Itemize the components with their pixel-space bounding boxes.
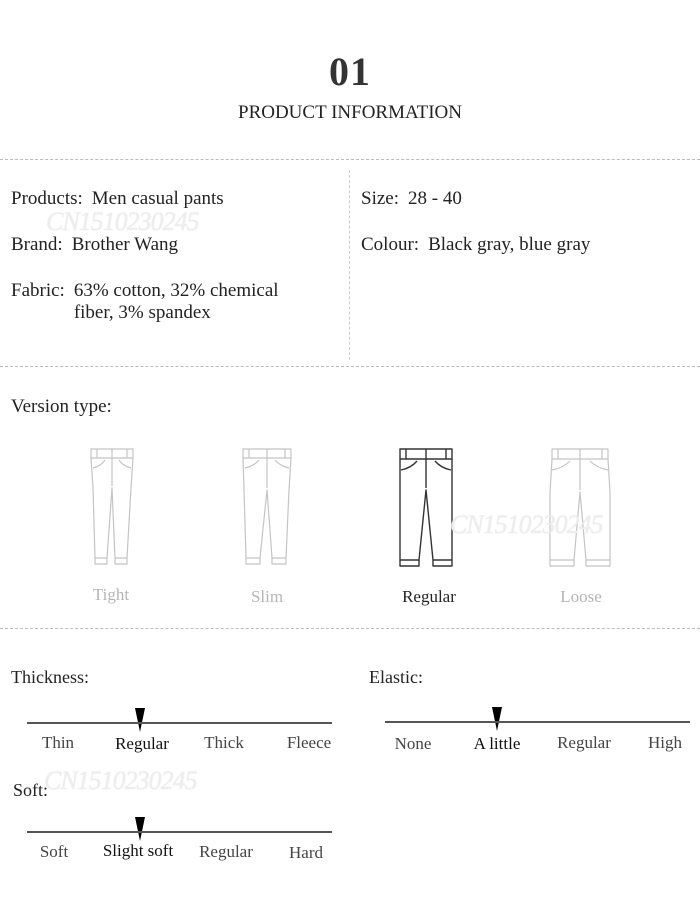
- size-row: [361, 188, 462, 210]
- fabric-label: Fabric:: [11, 280, 65, 301]
- watermark: CN1510230245: [450, 510, 603, 539]
- pants-loose-icon: [548, 446, 612, 570]
- soft-option-soft: Soft: [39, 842, 69, 861]
- brand-label: Brand:: [11, 234, 63, 255]
- elastic-option-regular: Regular: [557, 733, 611, 752]
- thickness-marker-icon: [135, 708, 145, 732]
- soft-option-regular: Regular: [199, 842, 253, 861]
- soft-option-slight-soft: Slight soft: [102, 841, 174, 860]
- soft-heading: Soft:: [13, 780, 49, 800]
- version-option-slim: Slim: [250, 587, 284, 606]
- fabric-row: [11, 280, 279, 324]
- soft-marker-icon: [135, 817, 145, 841]
- brand-row: [11, 234, 178, 256]
- thickness-option-regular: Regular: [115, 734, 169, 753]
- version-heading: Version type:: [11, 396, 112, 417]
- thickness-option-thick: Thick: [204, 733, 244, 752]
- fabric-value: 63% cotton, 32% chemical fiber, 3% spandex: [73, 280, 279, 323]
- divider-vertical: [349, 170, 350, 360]
- thickness-option-thin: Thin: [41, 733, 75, 752]
- elastic-marker-icon: [492, 707, 502, 731]
- thickness-heading: Thickness:: [11, 667, 89, 687]
- version-option-regular: Regular: [402, 587, 456, 606]
- version-option-loose: Loose: [560, 587, 602, 606]
- watermark: CN1510230245: [44, 766, 197, 795]
- divider-bottom: [0, 628, 700, 629]
- thickness-scale: [27, 722, 332, 724]
- section-number: 01: [329, 49, 371, 94]
- products-label: Products:: [11, 188, 83, 209]
- colour-value: Black gray, blue gray: [428, 234, 591, 255]
- products-value: Men casual pants: [91, 188, 224, 209]
- divider-top: [0, 159, 700, 160]
- pants-tight-icon: [85, 446, 139, 570]
- elastic-heading: Elastic:: [369, 667, 423, 687]
- divider-middle: [0, 366, 700, 367]
- products-row: [11, 188, 224, 210]
- elastic-scale: [385, 721, 690, 723]
- brand-value: Brother Wang: [71, 234, 179, 255]
- soft-scale: [27, 831, 332, 833]
- thickness-option-fleece: Fleece: [286, 733, 332, 752]
- colour-row: [361, 234, 590, 256]
- colour-label: Colour:: [361, 234, 420, 255]
- version-option-tight: Tight: [92, 585, 130, 604]
- size-value: 28 - 40: [408, 188, 462, 209]
- section-title: PRODUCT INFORMATION: [238, 102, 462, 123]
- watermark: CN1510230245: [46, 207, 199, 236]
- pants-regular-icon: [397, 446, 455, 570]
- elastic-option-a-little: A little: [473, 734, 521, 753]
- soft-option-hard: Hard: [289, 843, 323, 862]
- elastic-option-high: High: [648, 733, 682, 752]
- elastic-option-none: None: [394, 734, 432, 753]
- pants-slim-icon: [238, 446, 296, 570]
- size-label: Size:: [361, 188, 399, 209]
